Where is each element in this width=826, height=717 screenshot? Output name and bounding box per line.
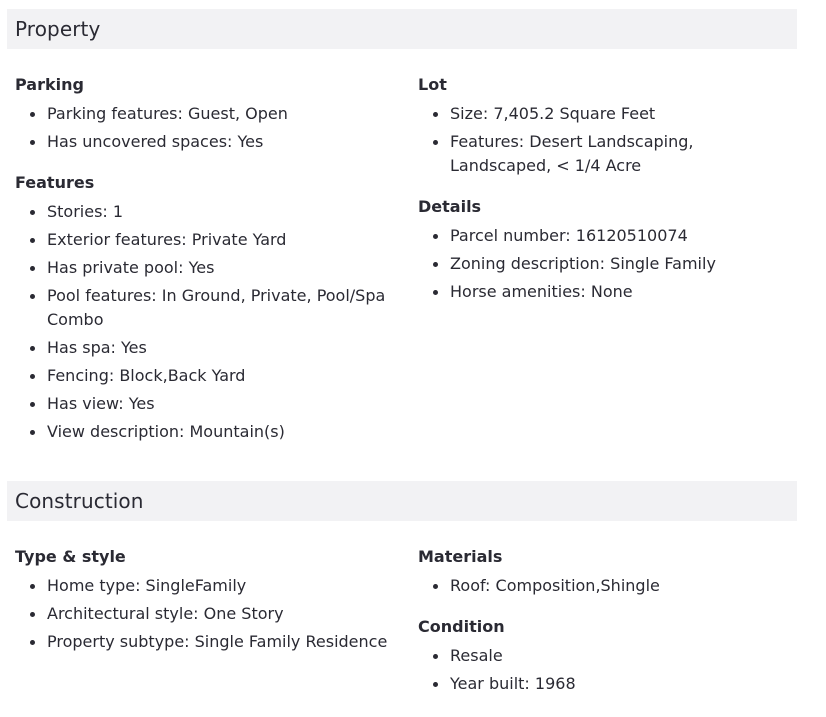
property-section-header xyxy=(7,9,797,49)
features-group xyxy=(15,172,395,444)
condition-heading: Condition xyxy=(418,617,505,636)
construction-section-header xyxy=(7,481,797,521)
materials-group xyxy=(418,546,798,598)
list-item: Stories: 1 xyxy=(15,200,395,224)
condition-group xyxy=(418,616,798,696)
list-item: Fencing: Block,Back Yard xyxy=(15,364,395,388)
materials-heading: Materials xyxy=(418,547,503,566)
type-style-list xyxy=(15,574,395,654)
list-item: Resale xyxy=(418,644,798,668)
property-right-column xyxy=(418,74,798,322)
details-list xyxy=(418,224,798,304)
lot-heading: Lot xyxy=(418,75,447,94)
construction-right-column xyxy=(418,546,798,714)
list-item: Size: 7,405.2 Square Feet xyxy=(418,102,798,126)
features-heading: Features xyxy=(15,173,95,192)
list-item: Property subtype: Single Family Residence xyxy=(15,630,395,654)
list-item: Parking features: Guest, Open xyxy=(15,102,395,126)
details-heading: Details xyxy=(418,197,482,216)
property-left-column xyxy=(15,74,395,462)
list-item: Roof: Composition,Shingle xyxy=(418,574,798,598)
list-item: Exterior features: Private Yard xyxy=(15,228,395,252)
list-item: Pool features: In Ground, Private, Pool/Spa Combo xyxy=(15,284,395,332)
list-item: Horse amenities: None xyxy=(418,280,798,304)
condition-list xyxy=(418,644,798,696)
construction-left-column xyxy=(15,546,395,672)
list-item: Architectural style: One Story xyxy=(15,602,395,626)
parking-list xyxy=(15,102,395,154)
list-item: View description: Mountain(s) xyxy=(15,420,395,444)
list-item: Year built: 1968 xyxy=(418,672,798,696)
list-item: Has view: Yes xyxy=(15,392,395,416)
lot-group xyxy=(418,74,798,178)
lot-list xyxy=(418,102,798,178)
list-item: Has uncovered spaces: Yes xyxy=(15,130,395,154)
property-section-title: Property xyxy=(15,17,101,41)
construction-section-title: Construction xyxy=(15,489,144,513)
list-item: Parcel number: 16120510074 xyxy=(418,224,798,248)
type-style-heading: Type & style xyxy=(15,547,126,566)
list-item: Has private pool: Yes xyxy=(15,256,395,280)
parking-group xyxy=(15,74,395,154)
type-style-group xyxy=(15,546,395,654)
features-list xyxy=(15,200,395,444)
list-item: Home type: SingleFamily xyxy=(15,574,395,598)
list-item: Features: Desert Landscaping, Landscaped, < 1/4 Acre xyxy=(418,130,798,178)
materials-list xyxy=(418,574,798,598)
list-item: Has spa: Yes xyxy=(15,336,395,360)
list-item: Zoning description: Single Family xyxy=(418,252,798,276)
details-group xyxy=(418,196,798,304)
parking-heading: Parking xyxy=(15,75,84,94)
